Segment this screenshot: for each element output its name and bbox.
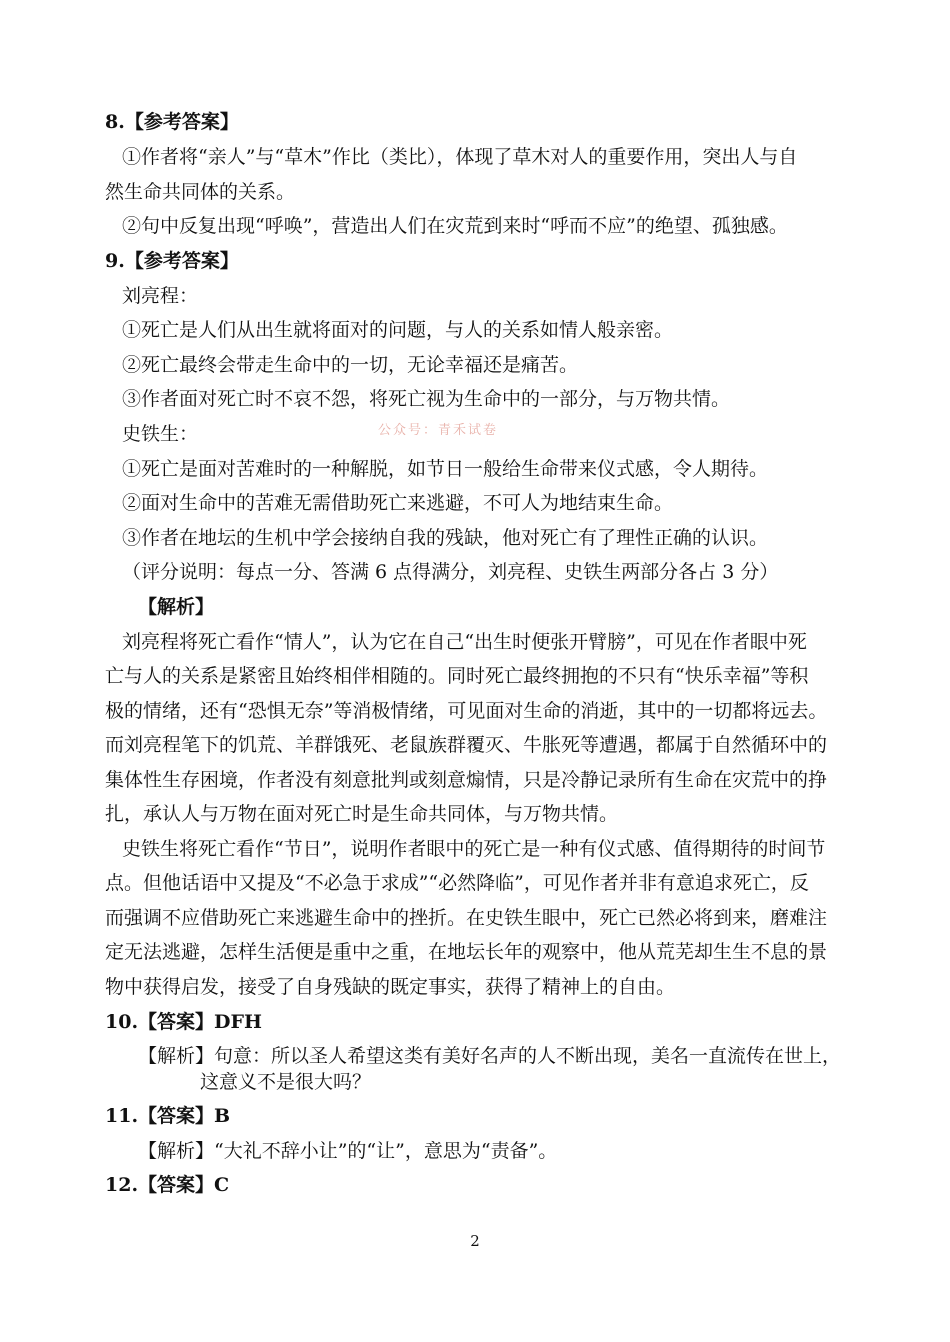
q9-analysis-1-line-5: 集体性生存困境，作者没有刻意批判或刻意煽情，只是冷静记录所有生命在灾荒中的挣 [105,769,828,791]
q9-scoring-note: （评分说明：每点一分、答满 6 点得满分，刘亮程、史铁生两部分各占 3 分） [122,561,779,583]
q9-analysis-1-line-4: 而刘亮程笔下的饥荒、羊群饿死、老鼠族群覆灭、牛胀死等遭遇，都属于自然循环中的 [105,734,828,756]
q9-analysis-2-line-2: 点。但他话语中又提及“不必急于求成”“必然降临”，可见作者并非有意追求死亡，反 [105,872,809,894]
q9-shi-point-3: ③作者在地坛的生机中学会接纳自我的残缺，他对死亡有了理性正确的认识。 [122,527,769,549]
q8-answer-1-line-2: 然生命共同体的关系。 [105,181,296,203]
q9-shi-label: 史铁生： [122,423,199,445]
watermark-text: 公众号：青禾试卷 [378,423,499,438]
q8-answer-1-line-1: ①作者将“亲人”与“草木”作比（类比），体现了草木对人的重要作用，突出人与自 [122,146,798,168]
q12-heading: 12.【答案】C [105,1174,230,1196]
q11-heading: 11.【答案】B [105,1105,231,1127]
q9-liu-label: 刘亮程： [122,285,199,307]
q9-analysis-1-line-2: 亡与人的关系是紧密且始终相伴相随的。同时死亡最终拥抱的不只有“快乐幸福”等积 [105,665,809,687]
q9-analysis-2-line-4: 定无法逃避，怎样生活便是重中之重，在地坛长年的观察中，他从荒芜却生生不息的景 [105,941,828,963]
q11-analysis: 【解析】“大礼不辞小让”的“让”，意思为“责备”。 [138,1140,558,1162]
q10-analysis-line-2: 这意义不是很大吗？ [200,1071,372,1093]
page-number: 2 [470,1232,480,1250]
q9-liu-point-3: ③作者面对死亡时不哀不怨，将死亡视为生命中的一部分，与万物共情。 [122,388,731,410]
q9-analysis-2-line-1: 史铁生将死亡看作“节日”，说明作者眼中的死亡是一种有仪式感、值得期待的时间节 [122,838,826,860]
q9-analysis-1-line-3: 极的情绪，还有“恐惧无奈”等消极情绪，可见面对生命的消逝，其中的一切都将远去。 [105,700,828,722]
q8-heading: 8.【参考答案】 [105,111,239,133]
q9-heading: 9.【参考答案】 [105,250,239,272]
q9-analysis-2-line-5: 物中获得启发，接受了自身残缺的既定事实，获得了精神上的自由。 [105,976,676,998]
q9-shi-point-2: ②面对生命中的苦难无需借助死亡来逃避，不可人为地结束生命。 [122,492,674,514]
q8-answer-2: ②句中反复出现“呼唤”，营造出人们在灾荒到来时“呼而不应”的绝望、孤独感。 [122,215,788,237]
q9-liu-point-1: ①死亡是人们从出生就将面对的问题，与人的关系如情人般亲密。 [122,319,674,341]
q9-analysis-1-line-1: 刘亮程将死亡看作“情人”，认为它在自己“出生时便张开臂膀”，可见在作者眼中死 [122,631,807,653]
q9-analysis-1-line-6: 扎，承认人与万物在面对死亡时是生命共同体，与万物共情。 [105,803,619,825]
q10-heading: 10.【答案】DFH [105,1011,262,1033]
q10-analysis-line-1: 【解析】句意：所以圣人希望这类有美好名声的人不断出现，美名一直流传在世上， [138,1045,842,1067]
q9-shi-point-1: ①死亡是面对苦难时的一种解脱，如节日一般给生命带来仪式感，令人期待。 [122,458,769,480]
q9-liu-point-2: ②死亡最终会带走生命中的一切，无论幸福还是痛苦。 [122,354,579,376]
q9-analysis-2-line-3: 而强调不应借助死亡来逃避生命中的挫折。在史铁生眼中，死亡已然必将到来，磨难注 [105,907,828,929]
q9-analysis-label: 【解析】 [138,596,215,618]
